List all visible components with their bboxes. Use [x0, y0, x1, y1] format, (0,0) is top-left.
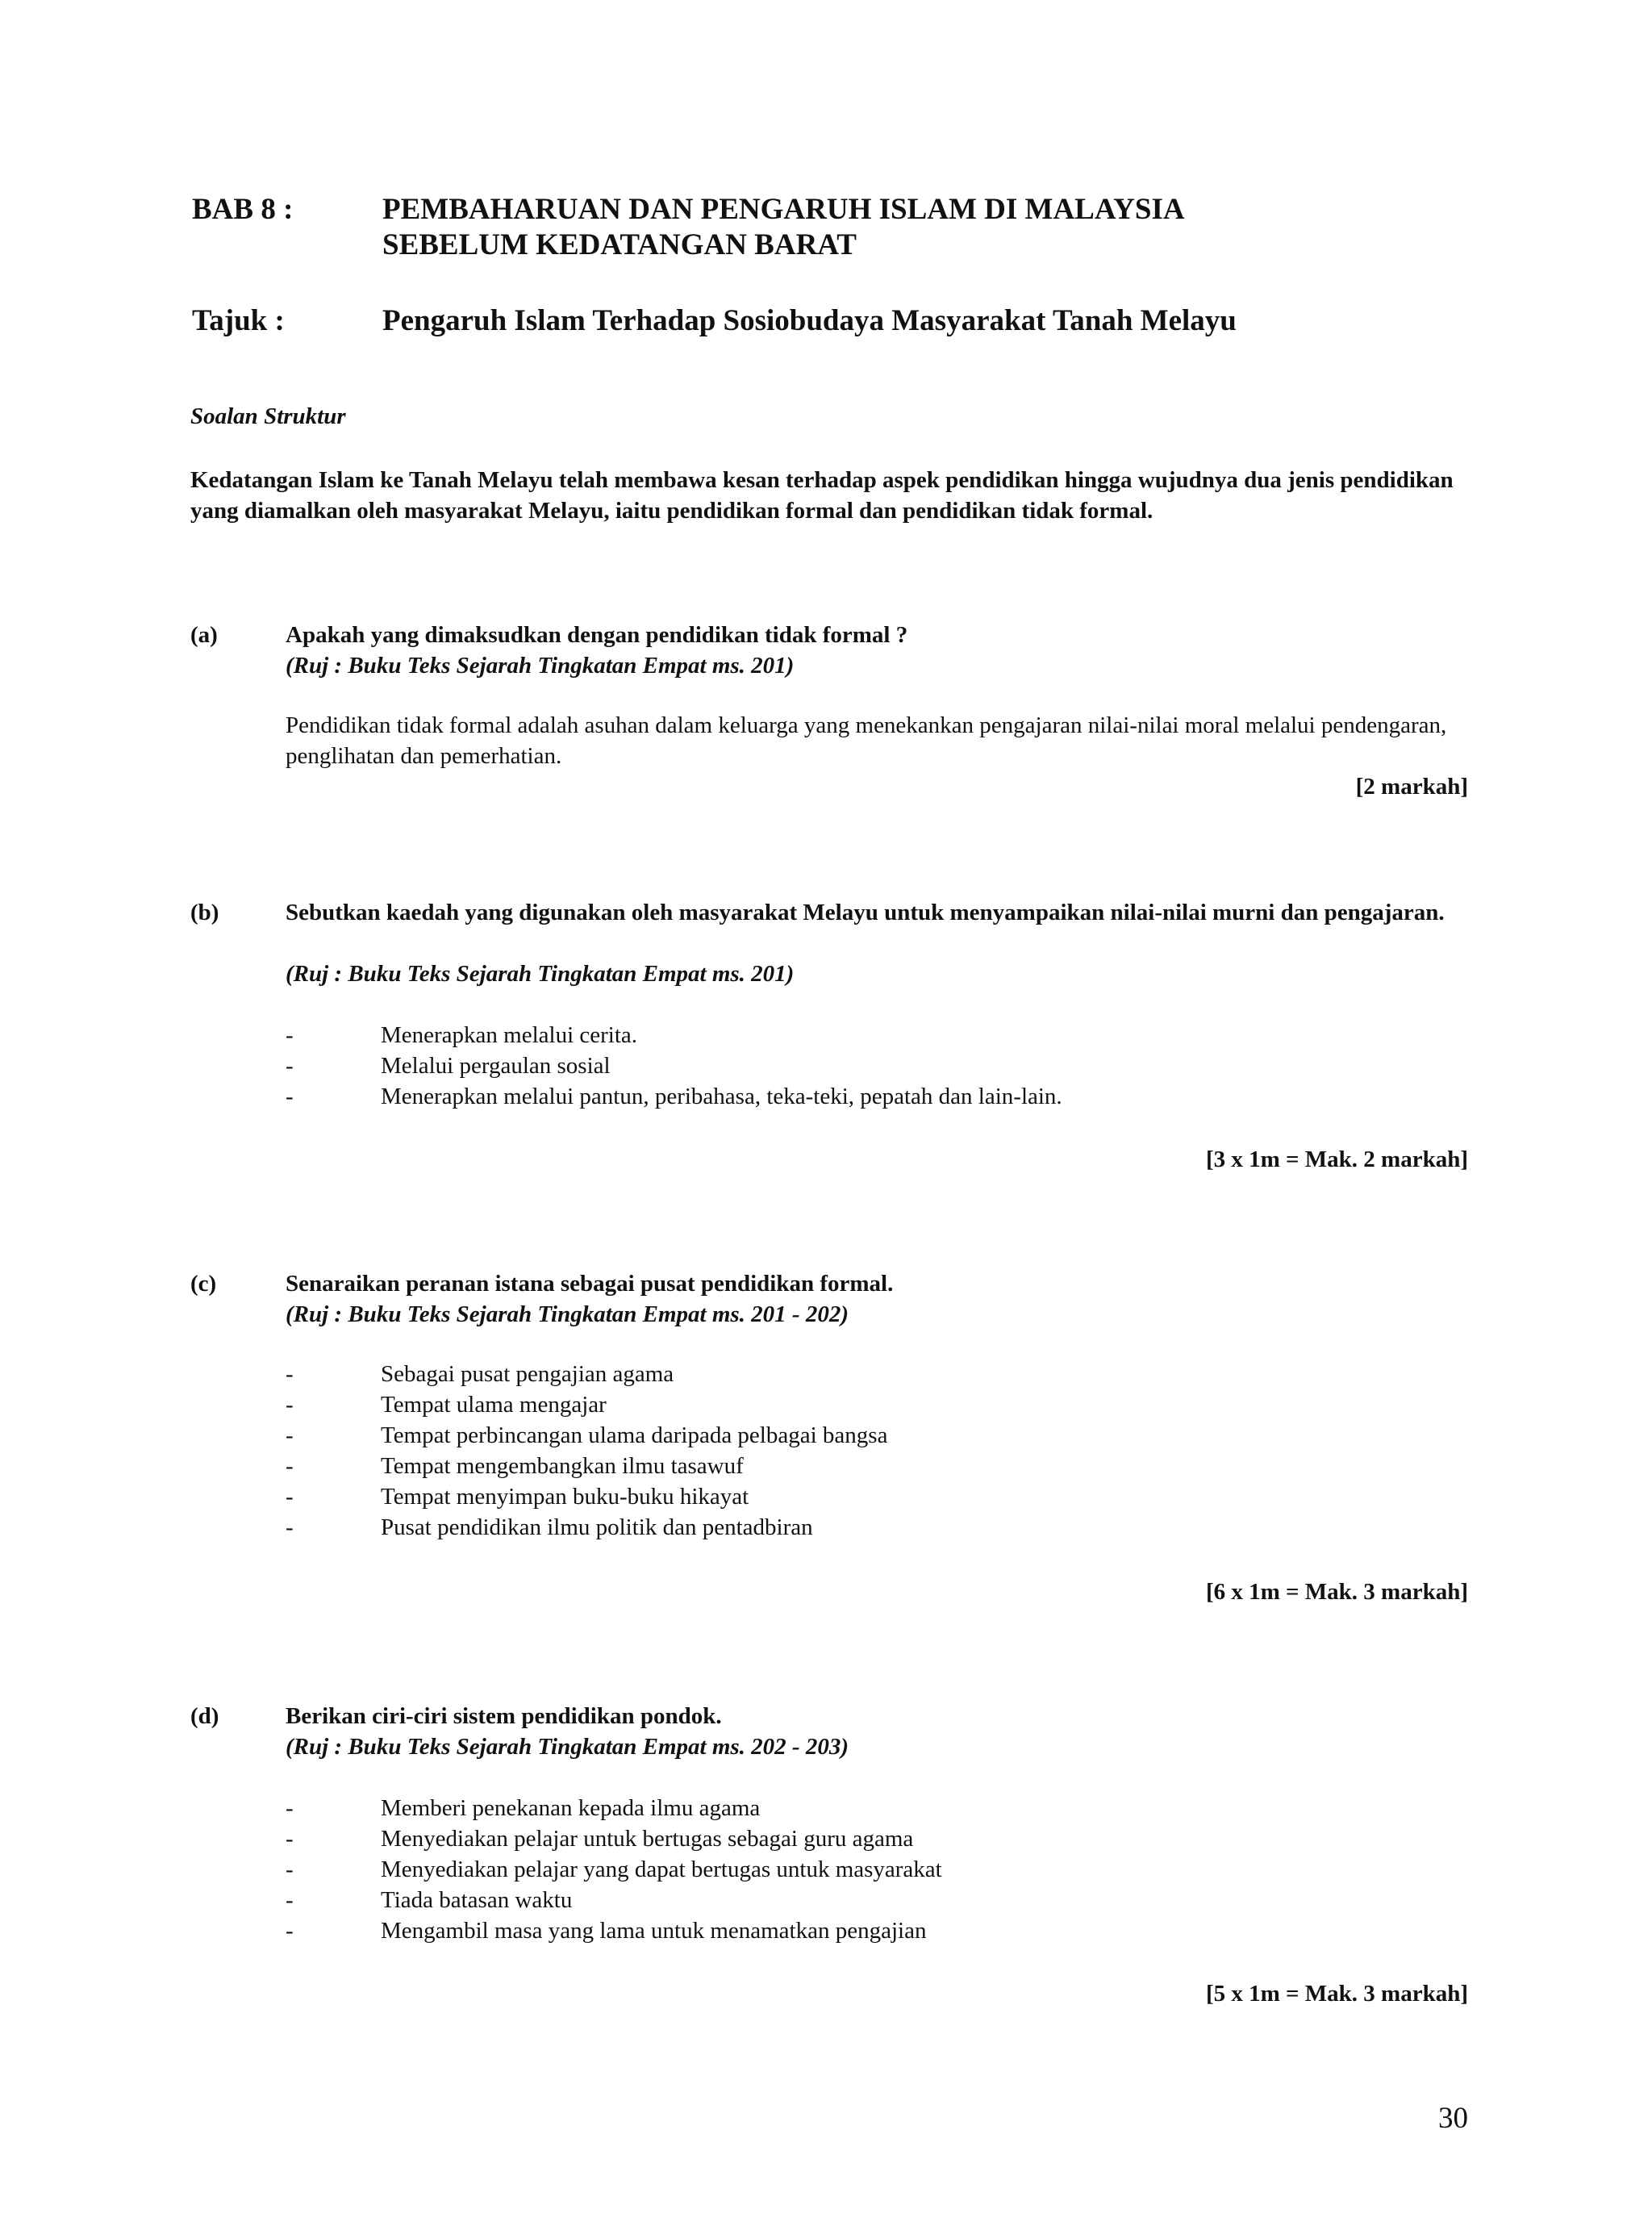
bullet-dash: -	[286, 1453, 294, 1479]
question-c-reference: (Ruj : Buku Teks Sejarah Tingkatan Empat ms. 201 - 202)	[286, 1301, 849, 1327]
question-c-marks: [6 x 1m = Mak. 3 markah]	[1205, 1579, 1468, 1605]
question-a-answer: Pendidikan tidak formal adalah asuhan dalam keluarga yang menekankan pengajaran nilai-nilai moral melalui pendengaran, penglihatan dan pemerhatian.	[286, 712, 1447, 769]
bullet-dash: -	[286, 1053, 294, 1079]
question-c-bullet-2: Tempat ulama mengajar	[381, 1392, 607, 1418]
topic-title: Pengaruh Islam Terhadap Sosiobudaya Masyarakat Tanah Melayu	[382, 304, 1237, 337]
topic-label: Tajuk :	[192, 304, 285, 337]
question-b-bullet-2: Melalui pergaulan sosial	[381, 1053, 611, 1079]
question-d-bullet-4: Tiada batasan waktu	[381, 1887, 573, 1913]
bullet-dash: -	[286, 1084, 294, 1109]
question-a-letter: (a)	[190, 622, 218, 648]
question-b-bullet-1: Menerapkan melalui cerita.	[381, 1022, 638, 1048]
question-d-bullet-5: Mengambil masa yang lama untuk menamatkan pengajian	[381, 1918, 927, 1944]
question-b-letter: (b)	[190, 900, 219, 925]
question-d-bullet-3: Menyediakan pelajar yang dapat bertugas untuk masyarakat	[381, 1857, 942, 1882]
question-d-bullet-2: Menyediakan pelajar untuk bertugas sebagai guru agama	[381, 1826, 914, 1852]
chapter-title-line2: SEBELUM KEDATANGAN BARAT	[382, 228, 857, 261]
question-b-bullet-3: Menerapkan melalui pantun, peribahasa, teka-teki, pepatah dan lain-lain.	[381, 1084, 1062, 1109]
chapter-label: BAB 8 :	[192, 193, 294, 226]
bullet-dash: -	[286, 1484, 294, 1510]
bullet-dash: -	[286, 1887, 294, 1913]
bullet-dash: -	[286, 1361, 294, 1387]
bullet-dash: -	[286, 1422, 294, 1448]
question-d-letter: (d)	[190, 1703, 219, 1729]
bullet-dash: -	[286, 1857, 294, 1882]
page-number: 30	[1438, 2102, 1468, 2135]
question-d-marks: [5 x 1m = Mak. 3 markah]	[1205, 1981, 1468, 2007]
question-c-letter: (c)	[190, 1271, 217, 1297]
question-b-marks: [3 x 1m = Mak. 2 markah]	[1205, 1147, 1468, 1172]
question-c-bullet-1: Sebagai pusat pengajian agama	[381, 1361, 674, 1387]
question-d-text: Berikan ciri-ciri sistem pendidikan pondok.	[286, 1703, 722, 1729]
question-a-text: Apakah yang dimaksudkan dengan pendidikan tidak formal ?	[286, 622, 908, 648]
question-c-bullet-3: Tempat perbincangan ulama daripada pelbagai bangsa	[381, 1422, 888, 1448]
bullet-dash: -	[286, 1392, 294, 1418]
chapter-title-line1: PEMBAHARUAN DAN PENGARUH ISLAM DI MALAYSIA	[382, 193, 1185, 226]
question-b-reference: (Ruj : Buku Teks Sejarah Tingkatan Empat ms. 201)	[286, 961, 795, 987]
bullet-dash: -	[286, 1826, 294, 1852]
question-b-text: Sebutkan kaedah yang digunakan oleh masyarakat Melayu untuk menyampaikan nilai-nilai murni dan pengajaran.	[286, 900, 1445, 925]
bullet-dash: -	[286, 1918, 294, 1944]
question-c-bullet-4: Tempat mengembangkan ilmu tasawuf	[381, 1453, 744, 1479]
bullet-dash: -	[286, 1022, 294, 1048]
question-a-reference: (Ruj : Buku Teks Sejarah Tingkatan Empat ms. 201)	[286, 653, 795, 679]
bullet-dash: -	[286, 1795, 294, 1821]
question-c-text: Senaraikan peranan istana sebagai pusat pendidikan formal.	[286, 1271, 894, 1297]
question-c-bullet-5: Tempat menyimpan buku-buku hikayat	[381, 1484, 749, 1510]
section-label: Soalan Struktur	[190, 403, 346, 429]
bullet-dash: -	[286, 1514, 294, 1540]
question-a-marks: [2 markah]	[1355, 774, 1468, 800]
question-d-reference: (Ruj : Buku Teks Sejarah Tingkatan Empat ms. 202 - 203)	[286, 1734, 849, 1760]
question-c-bullet-6: Pusat pendidikan ilmu politik dan pentadbiran	[381, 1514, 813, 1540]
question-d-bullet-1: Memberi penekanan kepada ilmu agama	[381, 1795, 761, 1821]
intro-paragraph: Kedatangan Islam ke Tanah Melayu telah membawa kesan terhadap aspek pendidikan hingga wujudnya dua jenis pendidikan yang diamalkan oleh masyarakat Melayu, iaitu pendidikan formal dan pendidikan tidak formal.	[190, 467, 1454, 524]
